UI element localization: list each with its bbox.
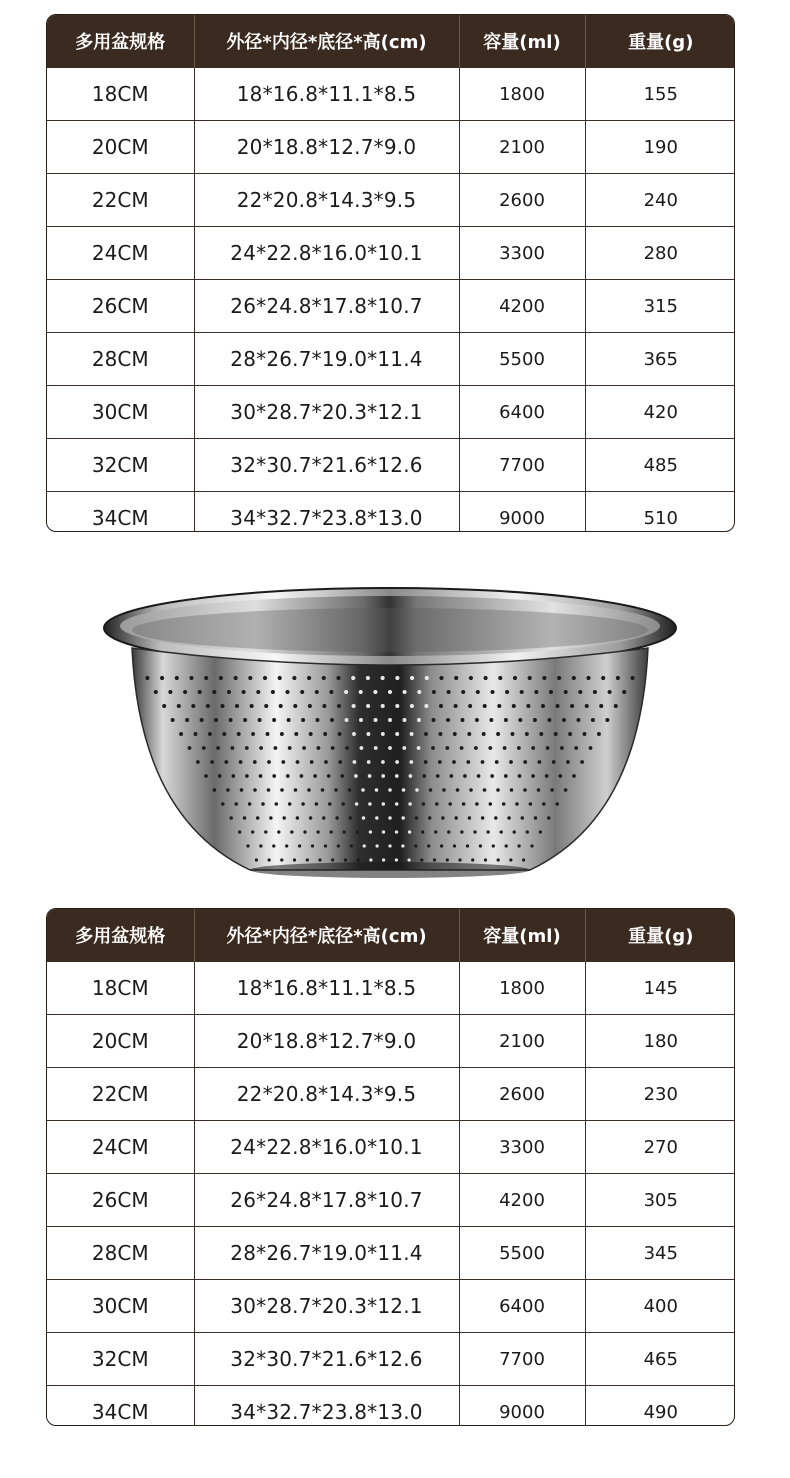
cell-size: 18CM — [47, 68, 194, 121]
cell-capacity: 2600 — [459, 1068, 585, 1121]
header-capacity: 容量(ml) — [459, 909, 585, 962]
cell-weight: 490 — [585, 1386, 735, 1427]
cell-size: 30CM — [47, 386, 194, 439]
cell-weight: 180 — [585, 1015, 735, 1068]
cell-capacity: 6400 — [459, 386, 585, 439]
table-row — [47, 1280, 735, 1333]
cell-capacity: 1800 — [459, 962, 585, 1015]
cell-dimensions: 26*24.8*17.8*10.7 — [194, 280, 459, 333]
cell-size: 22CM — [47, 174, 194, 227]
cell-dimensions: 26*24.8*17.8*10.7 — [194, 1174, 459, 1227]
cell-capacity: 7700 — [459, 1333, 585, 1386]
cell-size: 20CM — [47, 1015, 194, 1068]
cell-capacity: 4200 — [459, 1174, 585, 1227]
cell-size: 32CM — [47, 439, 194, 492]
cell-size: 24CM — [47, 227, 194, 280]
cell-capacity: 5500 — [459, 1227, 585, 1280]
cell-capacity: 3300 — [459, 227, 585, 280]
cell-capacity: 5500 — [459, 333, 585, 386]
cell-dimensions: 34*32.7*23.8*13.0 — [194, 492, 459, 533]
cell-weight: 190 — [585, 121, 735, 174]
cell-size: 18CM — [47, 962, 194, 1015]
spec-table — [47, 909, 735, 1426]
cell-capacity: 2100 — [459, 121, 585, 174]
cell-weight: 230 — [585, 1068, 735, 1121]
cell-capacity: 9000 — [459, 1386, 585, 1427]
cell-weight: 145 — [585, 962, 735, 1015]
cell-weight: 270 — [585, 1121, 735, 1174]
cell-size: 20CM — [47, 121, 194, 174]
cell-size: 34CM — [47, 492, 194, 533]
cell-dimensions: 28*26.7*19.0*11.4 — [194, 1227, 459, 1280]
cell-weight: 155 — [585, 68, 735, 121]
cell-size: 24CM — [47, 1121, 194, 1174]
cell-weight: 345 — [585, 1227, 735, 1280]
cell-capacity: 9000 — [459, 492, 585, 533]
cell-dimensions: 22*20.8*14.3*9.5 — [194, 1068, 459, 1121]
cell-dimensions: 18*16.8*11.1*8.5 — [194, 68, 459, 121]
cell-dimensions: 18*16.8*11.1*8.5 — [194, 962, 459, 1015]
table-row — [47, 68, 735, 121]
cell-weight: 315 — [585, 280, 735, 333]
cell-weight: 365 — [585, 333, 735, 386]
cell-dimensions: 30*28.7*20.3*12.1 — [194, 386, 459, 439]
header-spec: 多用盆规格 — [47, 909, 194, 962]
cell-weight: 240 — [585, 174, 735, 227]
cell-capacity: 2600 — [459, 174, 585, 227]
table-header-row — [47, 15, 735, 68]
spec-table-bottom — [46, 908, 735, 1426]
cell-capacity: 1800 — [459, 68, 585, 121]
table-row — [47, 1121, 735, 1174]
table-row — [47, 1068, 735, 1121]
table-row — [47, 386, 735, 439]
cell-weight: 280 — [585, 227, 735, 280]
cell-dimensions: 20*18.8*12.7*9.0 — [194, 1015, 459, 1068]
table-row — [47, 280, 735, 333]
cell-size: 28CM — [47, 333, 194, 386]
cell-dimensions: 24*22.8*16.0*10.1 — [194, 227, 459, 280]
spec-table-top — [46, 14, 735, 532]
table-row — [47, 333, 735, 386]
header-capacity: 容量(ml) — [459, 15, 585, 68]
colander-bowl-icon — [100, 578, 680, 890]
table-row — [47, 1227, 735, 1280]
cell-capacity: 6400 — [459, 1280, 585, 1333]
cell-dimensions: 30*28.7*20.3*12.1 — [194, 1280, 459, 1333]
header-spec: 多用盆规格 — [47, 15, 194, 68]
cell-size: 34CM — [47, 1386, 194, 1427]
cell-dimensions: 34*32.7*23.8*13.0 — [194, 1386, 459, 1427]
table-row — [47, 227, 735, 280]
table-row — [47, 439, 735, 492]
cell-weight: 485 — [585, 439, 735, 492]
table-row — [47, 1333, 735, 1386]
table-row — [47, 174, 735, 227]
cell-dimensions: 22*20.8*14.3*9.5 — [194, 174, 459, 227]
cell-capacity: 4200 — [459, 280, 585, 333]
table-row — [47, 1386, 735, 1427]
cell-size: 26CM — [47, 1174, 194, 1227]
cell-weight: 400 — [585, 1280, 735, 1333]
header-dimensions: 外径*内径*底径*高(cm) — [194, 909, 459, 962]
cell-weight: 420 — [585, 386, 735, 439]
cell-capacity: 2100 — [459, 1015, 585, 1068]
header-dimensions: 外径*内径*底径*高(cm) — [194, 15, 459, 68]
cell-dimensions: 28*26.7*19.0*11.4 — [194, 333, 459, 386]
table-row — [47, 1174, 735, 1227]
cell-capacity: 7700 — [459, 439, 585, 492]
cell-size: 22CM — [47, 1068, 194, 1121]
cell-dimensions: 32*30.7*21.6*12.6 — [194, 1333, 459, 1386]
cell-size: 28CM — [47, 1227, 194, 1280]
table-row — [47, 962, 735, 1015]
cell-size: 26CM — [47, 280, 194, 333]
table-header-row — [47, 909, 735, 962]
header-weight: 重量(g) — [585, 909, 735, 962]
colander-bowl-image — [100, 578, 680, 890]
table-row — [47, 1015, 735, 1068]
cell-size: 32CM — [47, 1333, 194, 1386]
table-row — [47, 492, 735, 533]
cell-size: 30CM — [47, 1280, 194, 1333]
spec-table — [47, 15, 735, 532]
table-row — [47, 121, 735, 174]
cell-dimensions: 20*18.8*12.7*9.0 — [194, 121, 459, 174]
cell-weight: 510 — [585, 492, 735, 533]
cell-dimensions: 32*30.7*21.6*12.6 — [194, 439, 459, 492]
header-weight: 重量(g) — [585, 15, 735, 68]
cell-weight: 465 — [585, 1333, 735, 1386]
cell-weight: 305 — [585, 1174, 735, 1227]
cell-dimensions: 24*22.8*16.0*10.1 — [194, 1121, 459, 1174]
cell-capacity: 3300 — [459, 1121, 585, 1174]
